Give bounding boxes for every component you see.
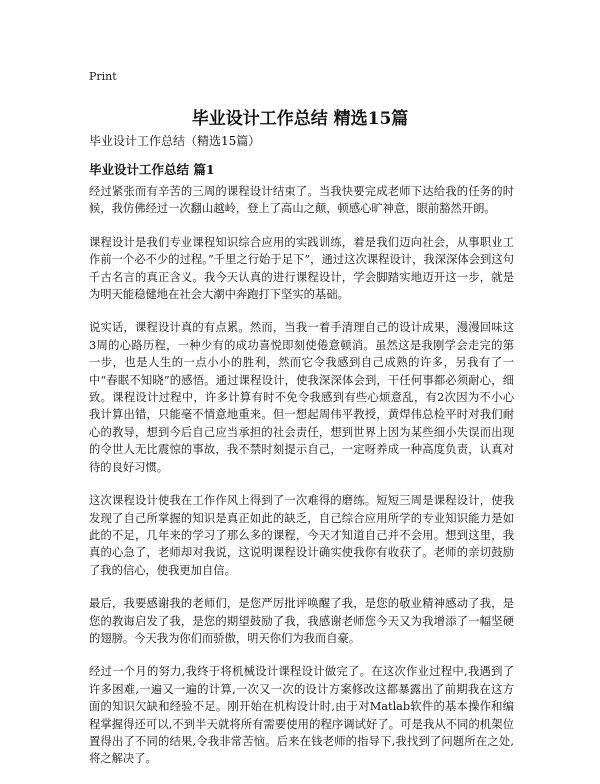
page-title: 毕业设计工作总结 精选15篇 (191, 109, 409, 129)
paragraph: 经过紧张而有辛苦的三周的课程设计结束了。当我快要完成老师下达给我的任务的时候，我仿佛经过一次翻山越岭，登上了高山之颠，顿感心旷神意，眼前豁然开朗。 (89, 185, 514, 216)
print-link[interactable]: Print (89, 70, 117, 83)
paragraph: 经过一个月的努力,我终于将机械设计课程设计做完了。在这次作业过程中,我遇到了许多困难,一遍又一遍的计算,一次又一次的设计方案修改这都暴露出了前期我在这方面的知识欠缺和经验不足。刚开始在机构设计时,由于对Matlab软件的基本操作和编程掌握得还可以,不到半天就将所有需要使用的程序调试好了。可是我从不同的机架位置得出了不同的结果,令我非常苦恼。后来在钱老师的指导下,我找到了问题所在之处,将之解决了。 (89, 665, 514, 766)
section-heading: 毕业设计工作总结 篇1 (89, 162, 215, 177)
paragraph: 说实话，课程设计真的有点累。然而，当我一着手清理自己的设计成果，漫漫回味这3周的心路历程，一种少有的成功喜悦即刻使倦意顿消。虽然这是我刚学会走完的第一步，也是人生的一点小小的胜利，然而它令我感到自己成熟的许多，另我有了一中“春眠不知晓”的感悟。通过课程设计，使我深深体会到，干任何事都必须耐心，细致。课程设计过程中，许多计算有时不免令我感到有些心烦意乱，有2次因为不小心我计算出错，只能毫不情意地重来。但一想起周伟平教授，黄焊伟总检平时对我们耐心的教导，想到今后自己应当承担的社会责任，想到世界上因为某些细小失误而出现的令世人无比震惊的事故，我不禁时刻提示自己，一定呀养成一种高度负责，认真对待的良好习惯。 (89, 321, 514, 474)
paragraph: 课程设计是我们专业课程知识综合应用的实践训练，着是我们迈向社会，从事职业工作前一个必不少的过程。”千里之行始于足下”，通过这次课程设计，我深深体会到这句千古名言的真正含义。我今天认真的进行课程设计，学会脚踏实地迈开这一步，就是为明天能稳健地在社会大潮中奔跑打下坚实的基础。 (89, 235, 514, 302)
document-subtitle: 毕业设计工作总结（精选15篇） (89, 134, 261, 148)
paragraph: 最后，我要感谢我的老师们，是您严厉批评唤醒了我，是您的敬业精神感动了我，是您的教诲启发了我，是您的期望鼓励了我，我感谢老师您今天又为我增添了一幅坚硬的翅膀。今天我为你们而骄傲，明天你们为我而自豪。 (89, 597, 514, 645)
paragraph: 这次课程设计使我在工作作风上得到了一次难得的磨练。短短三周是课程设计，使我发现了自己所掌握的知识是真正如此的缺乏，自己综合应用所学的专业知识能力是如此的不足，几年来的学习了那么多的课程，今天才知道自己并不会用。想到这里，我真的心急了，老师却对我说，这说明课程设计确实使我你有收获了。老师的亲切鼓励了我的信心，使我更加自信。 (89, 494, 514, 577)
body-text (89, 183, 514, 784)
